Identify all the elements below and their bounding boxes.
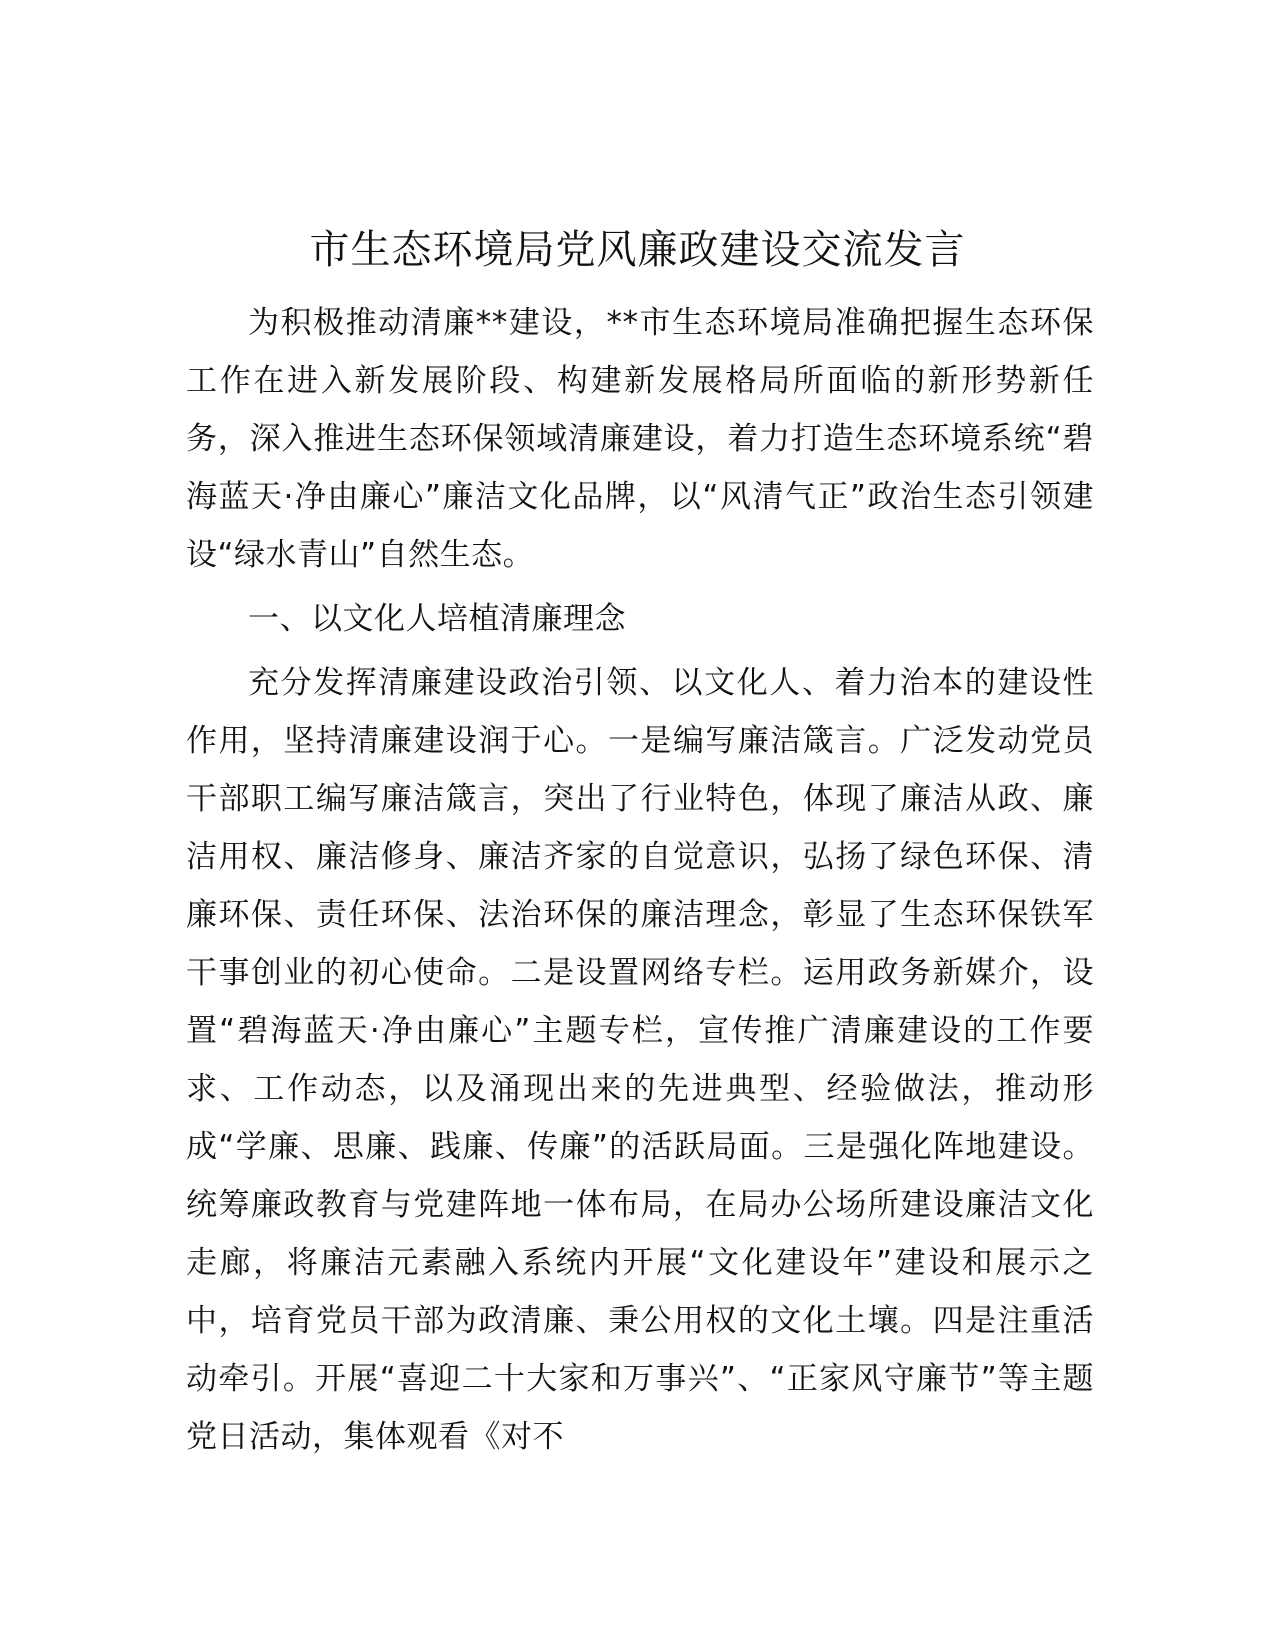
section-heading: 一、以文化人培植清廉理念 xyxy=(248,601,626,637)
document-body xyxy=(186,294,1094,1466)
intro-paragraph: 为积极推动清廉**建设，**市生态环境局准确把握生态环保工作在进入新发展阶段、构建新发展格局所面临的新形势新任务，深入推进生态环保领域清廉建设，着力打造生态环境系统“碧海蓝天·净由廉心”廉洁文化品牌，以“风清气正”政治生态引领建设“绿水青山”自然生态。 xyxy=(186,305,1094,573)
document-title: 市生态环境局党风廉政建设交流发言 xyxy=(309,227,966,273)
section-paragraph: 充分发挥清廉建设政治引领、以文化人、着力治本的建设性作用，坚持清廉建设润于心。一是编写廉洁箴言。广泛发动党员干部职工编写廉洁箴言，突出了行业特色，体现了廉洁从政、廉洁用权、廉洁修身、廉洁齐家的自觉意识，弘扬了绿色环保、清廉环保、责任环保、法治环保的廉洁理念，彰显了生态环保铁军干事创业的初心使命。二是设置网络专栏。运用政务新媒介，设置“碧海蓝天·净由廉心”主题专栏，宣传推广清廉建设的工作要求、工作动态，以及涌现出来的先进典型、经验做法，推动形成“学廉、思廉、践廉、传廉”的活跃局面。三是强化阵地建设。统筹廉政教育与党建阵地一体布局，在局办公场所建设廉洁文化走廊，将廉洁元素融入系统内开展“文化建设年”建设和展示之中，培育党员干部为政清廉、秉公用权的文化土壤。四是注重活动牵引。开展“喜迎二十大家和万事兴”、“正家风守廉节”等主题党日活动，集体观看《对不 xyxy=(186,665,1094,1455)
